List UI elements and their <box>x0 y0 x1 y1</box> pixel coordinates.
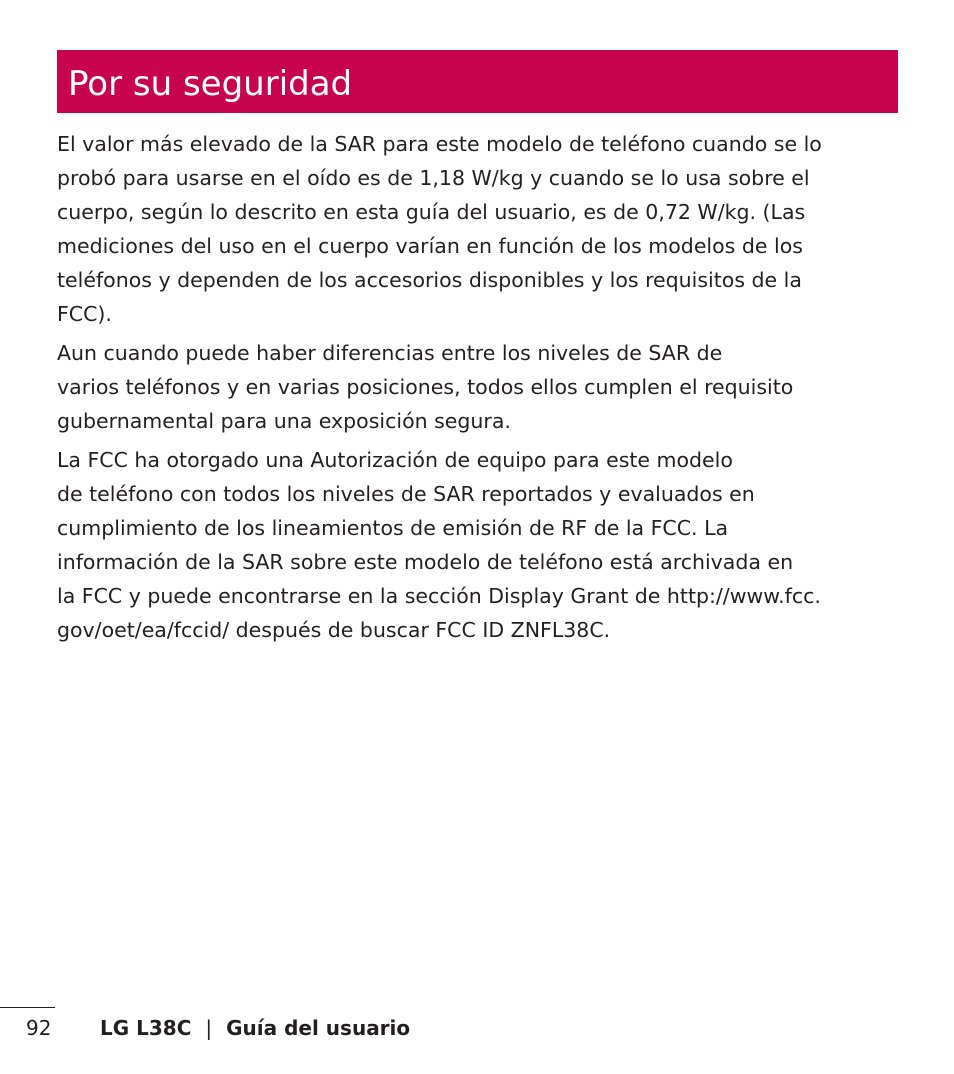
text-line: de teléfono con todos los niveles de SAR reportados y evaluados en <box>57 482 755 506</box>
text-line: teléfonos y dependen de los accesorios disponibles y los requisitos de la <box>57 268 802 292</box>
footer-guide-title: Guía del usuario <box>226 1016 411 1040</box>
paragraph-sar-differences <box>57 336 893 438</box>
page-number: 92 <box>26 1016 52 1040</box>
text-line: probó para usarse en el oído es de 1,18 W/kg y cuando se lo usa sobre el <box>57 166 810 190</box>
paragraph-fcc-authorization <box>57 443 893 647</box>
text-line: El valor más elevado de la SAR para este modelo de teléfono cuando se lo <box>57 132 822 156</box>
section-header <box>57 50 898 113</box>
text-line: gubernamental para una exposición segura. <box>57 409 511 433</box>
text-line: cumplimiento de los lineamientos de emisión de RF de la FCC. La <box>57 516 729 540</box>
footer-model-name: LG L38C <box>100 1016 192 1040</box>
text-line: mediciones del uso en el cuerpo varían en función de los modelos de los <box>57 234 803 258</box>
section-title: Por su seguridad <box>68 63 353 104</box>
text-line: Aun cuando puede haber diferencias entre los niveles de SAR de <box>57 341 723 365</box>
text-line: gov/oet/ea/fccid/ después de buscar FCC ID ZNFL38C. <box>57 618 611 642</box>
text-line: varios teléfonos y en varias posiciones, todos ellos cumplen el requisito <box>57 375 794 399</box>
footer-divider <box>0 1007 55 1008</box>
text-line: información de la SAR sobre este modelo de teléfono está archivada en <box>57 550 794 574</box>
paragraph-sar-values <box>57 127 893 331</box>
body-text <box>57 127 893 652</box>
footer-separator: | <box>205 1016 213 1040</box>
text-line: la FCC y puede encontrarse en la sección Display Grant de http://www.fcc. <box>57 584 821 608</box>
page-footer <box>26 1013 410 1043</box>
text-line: cuerpo, según lo descrito en esta guía del usuario, es de 0,72 W/kg. (Las <box>57 200 806 224</box>
text-line: La FCC ha otorgado una Autorización de equipo para este modelo <box>57 448 733 472</box>
text-line: FCC). <box>57 302 112 326</box>
